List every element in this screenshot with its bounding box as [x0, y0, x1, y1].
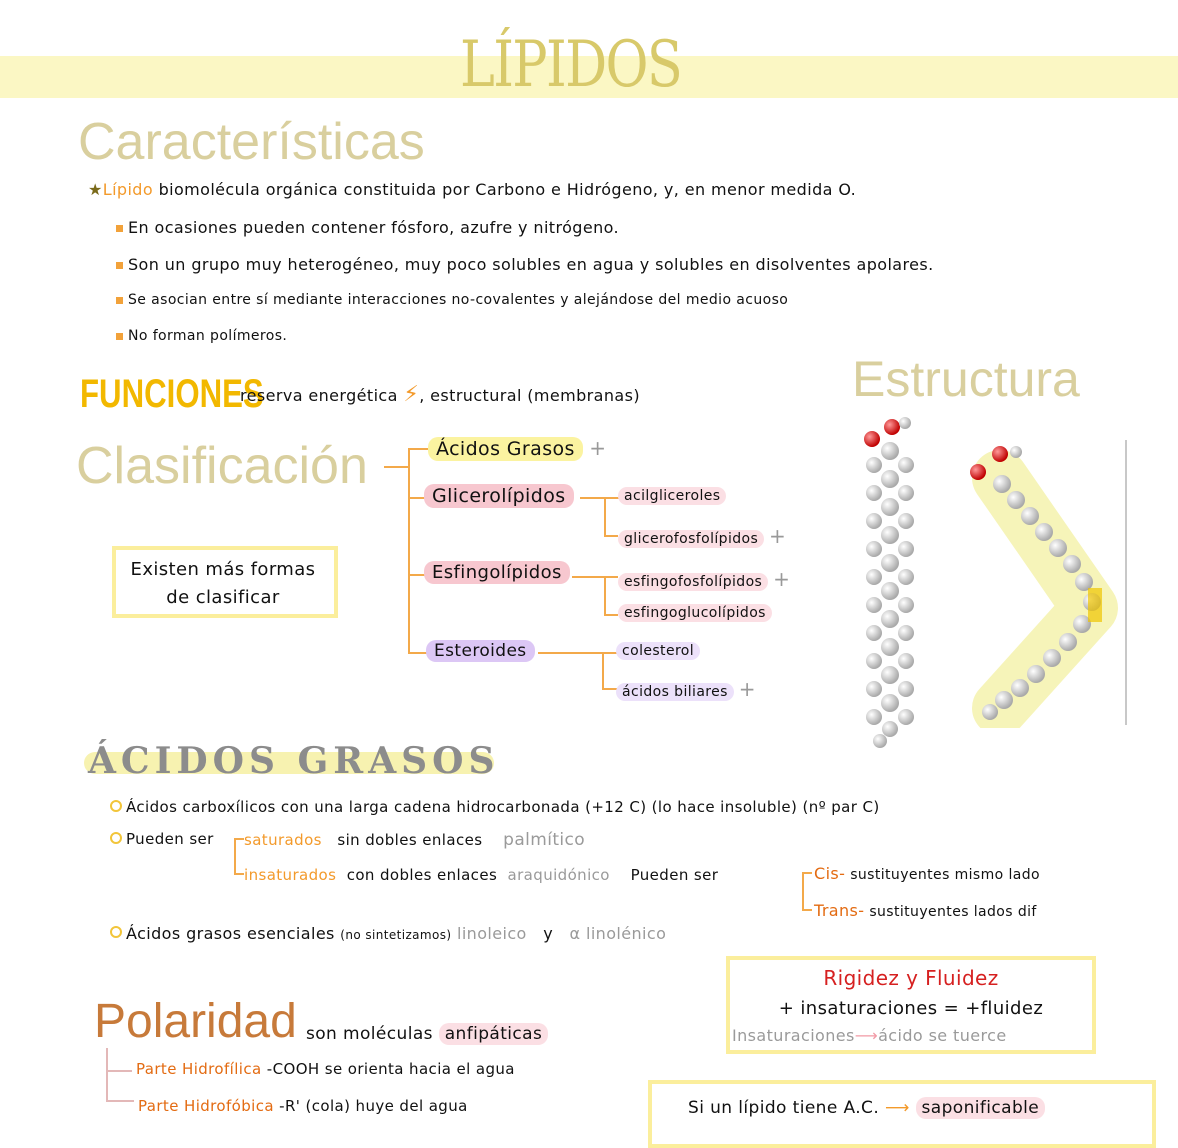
trans-row: Trans- sustituyentes lados dif [814, 901, 1037, 920]
node-esfingolipidos: Esfingolípidos [424, 562, 570, 583]
rigidez-title: Rigidez y Fluidez [823, 966, 999, 990]
tree-line [384, 466, 410, 468]
tree-line [408, 448, 410, 654]
tree-line [604, 614, 618, 616]
ag-line-3: Ácidos grasos esenciales (no sintetizamos) linoleico y α linolénico [110, 924, 666, 943]
parte-hidrofilica: Parte Hidrofílica -COOH se orienta hacia el agua [136, 1060, 515, 1078]
bullet-square-icon [116, 225, 123, 232]
tree-line [604, 497, 606, 535]
rigidez-line-2: Insaturaciones⟶ácido se tuerce [732, 1026, 1007, 1045]
bracket-line [802, 872, 812, 874]
cis-row: Cis- sustituyentes mismo lado [814, 864, 1041, 883]
bullet-circle-icon [110, 800, 122, 812]
tree-line [408, 652, 428, 654]
unsaturated-chain-icon [960, 438, 1125, 728]
estructura-heading: Estructura [852, 351, 1080, 407]
tree-line [538, 652, 618, 654]
insaturados-row: insaturados con dobles enlaces araquidónico Pueden ser [244, 866, 719, 884]
polaridad-heading: Polaridad [94, 995, 297, 1048]
bracket-line [234, 873, 244, 875]
node-acilgliceroles: acilgliceroles [618, 488, 726, 504]
caracteristica-bullet-3: Se asocian entre sí mediante interacciones no-covalentes y alejándose del medio acuoso [116, 292, 788, 308]
saponificable-text: Si un lípido tiene A.C. ⟶ saponificable [688, 1098, 1045, 1118]
polaridad-bracket [106, 1070, 132, 1072]
saturated-chain-icon [850, 415, 940, 755]
bullet-square-icon [116, 297, 123, 304]
star-icon: ★ [88, 180, 103, 199]
plus-icon: + [589, 436, 607, 460]
tree-line [580, 497, 620, 499]
lipido-definition [88, 180, 856, 199]
tree-line [572, 576, 618, 578]
tree-line [408, 448, 430, 450]
funciones-heading: FUNCIONES [80, 372, 264, 416]
node-glicerolipidos: Glicerolípidos [424, 485, 574, 507]
plus-icon: + [769, 524, 787, 548]
clasificacion-heading: Clasificación [76, 437, 368, 495]
caracteristica-bullet-2: Son un grupo muy heterogéneo, muy poco solubles en agua y solubles en disolventes apolares. [116, 255, 934, 274]
tree-line [604, 576, 606, 614]
bracket-line [234, 838, 244, 840]
node-esfingoglucolipidos: esfingoglucolípidos [618, 605, 772, 621]
bullet-square-icon [116, 333, 123, 340]
node-esteroides: Esteroides [426, 641, 535, 661]
note-text: Existen más formas de clasificar [130, 559, 316, 608]
rigidez-line-1: + insaturaciones = +fluidez [778, 998, 1044, 1019]
bullet-circle-icon [110, 832, 122, 844]
polaridad-desc: son moléculas anfipáticas [306, 1024, 548, 1044]
bracket-line [802, 909, 812, 911]
molecule-saturated-image [850, 415, 940, 755]
plus-icon: + [773, 567, 791, 591]
page-title: LÍPIDOS [460, 28, 682, 102]
arrow-right-icon: ⟶ [854, 1026, 879, 1045]
plus-icon: + [738, 677, 756, 701]
molecule-unsaturated-image [960, 438, 1125, 728]
funciones-text: reserva energética ⚡, estructural (membranas) [240, 382, 640, 407]
ag-line-2: Pueden ser [110, 830, 214, 848]
polaridad-bracket [106, 1100, 134, 1102]
caracteristica-bullet-4: No forman polímeros. [116, 328, 287, 344]
node-acidos-biliares: ácidos biliares + [616, 677, 756, 701]
node-colesterol: colesterol [616, 643, 700, 659]
bracket-line [234, 838, 236, 874]
bracket-line [802, 872, 804, 910]
bullet-circle-icon [110, 926, 122, 938]
node-acidos-grasos: Ácidos Grasos + [428, 436, 606, 460]
lipido-label: Lípido [102, 180, 154, 199]
ag-line-1: Ácidos carboxílicos con una larga cadena hidrocarbonada (+12 C) (lo hace insoluble) (nº par C) [110, 798, 880, 816]
tree-line [604, 535, 618, 537]
node-esfingofosfolipidos: esfingofosfolípidos + [618, 567, 790, 591]
arrow-right-icon: ⟶ [884, 1098, 910, 1118]
acidos-grasos-heading: ÁCIDOS GRASOS [88, 740, 500, 782]
node-glicerofosfolipidos: glicerofosfolípidos + [618, 524, 786, 548]
lipido-def: biomolécula orgánica constituida por Carbono e Hidrógeno, y, en menor medida O. [158, 180, 857, 199]
lightning-icon: ⚡ [403, 382, 420, 407]
tree-line [602, 652, 604, 688]
caracteristica-bullet-1: En ocasiones pueden contener fósforo, azufre y nitrógeno. [116, 218, 619, 237]
bullet-square-icon [116, 262, 123, 269]
divider-line [1125, 440, 1127, 725]
parte-hidrofobica: Parte Hidrofóbica -R' (cola) huye del agua [138, 1097, 468, 1115]
polaridad-bracket [106, 1048, 108, 1100]
caracteristicas-heading: Características [78, 113, 425, 171]
saturados-row: saturados sin dobles enlaces palmítico [244, 830, 586, 850]
